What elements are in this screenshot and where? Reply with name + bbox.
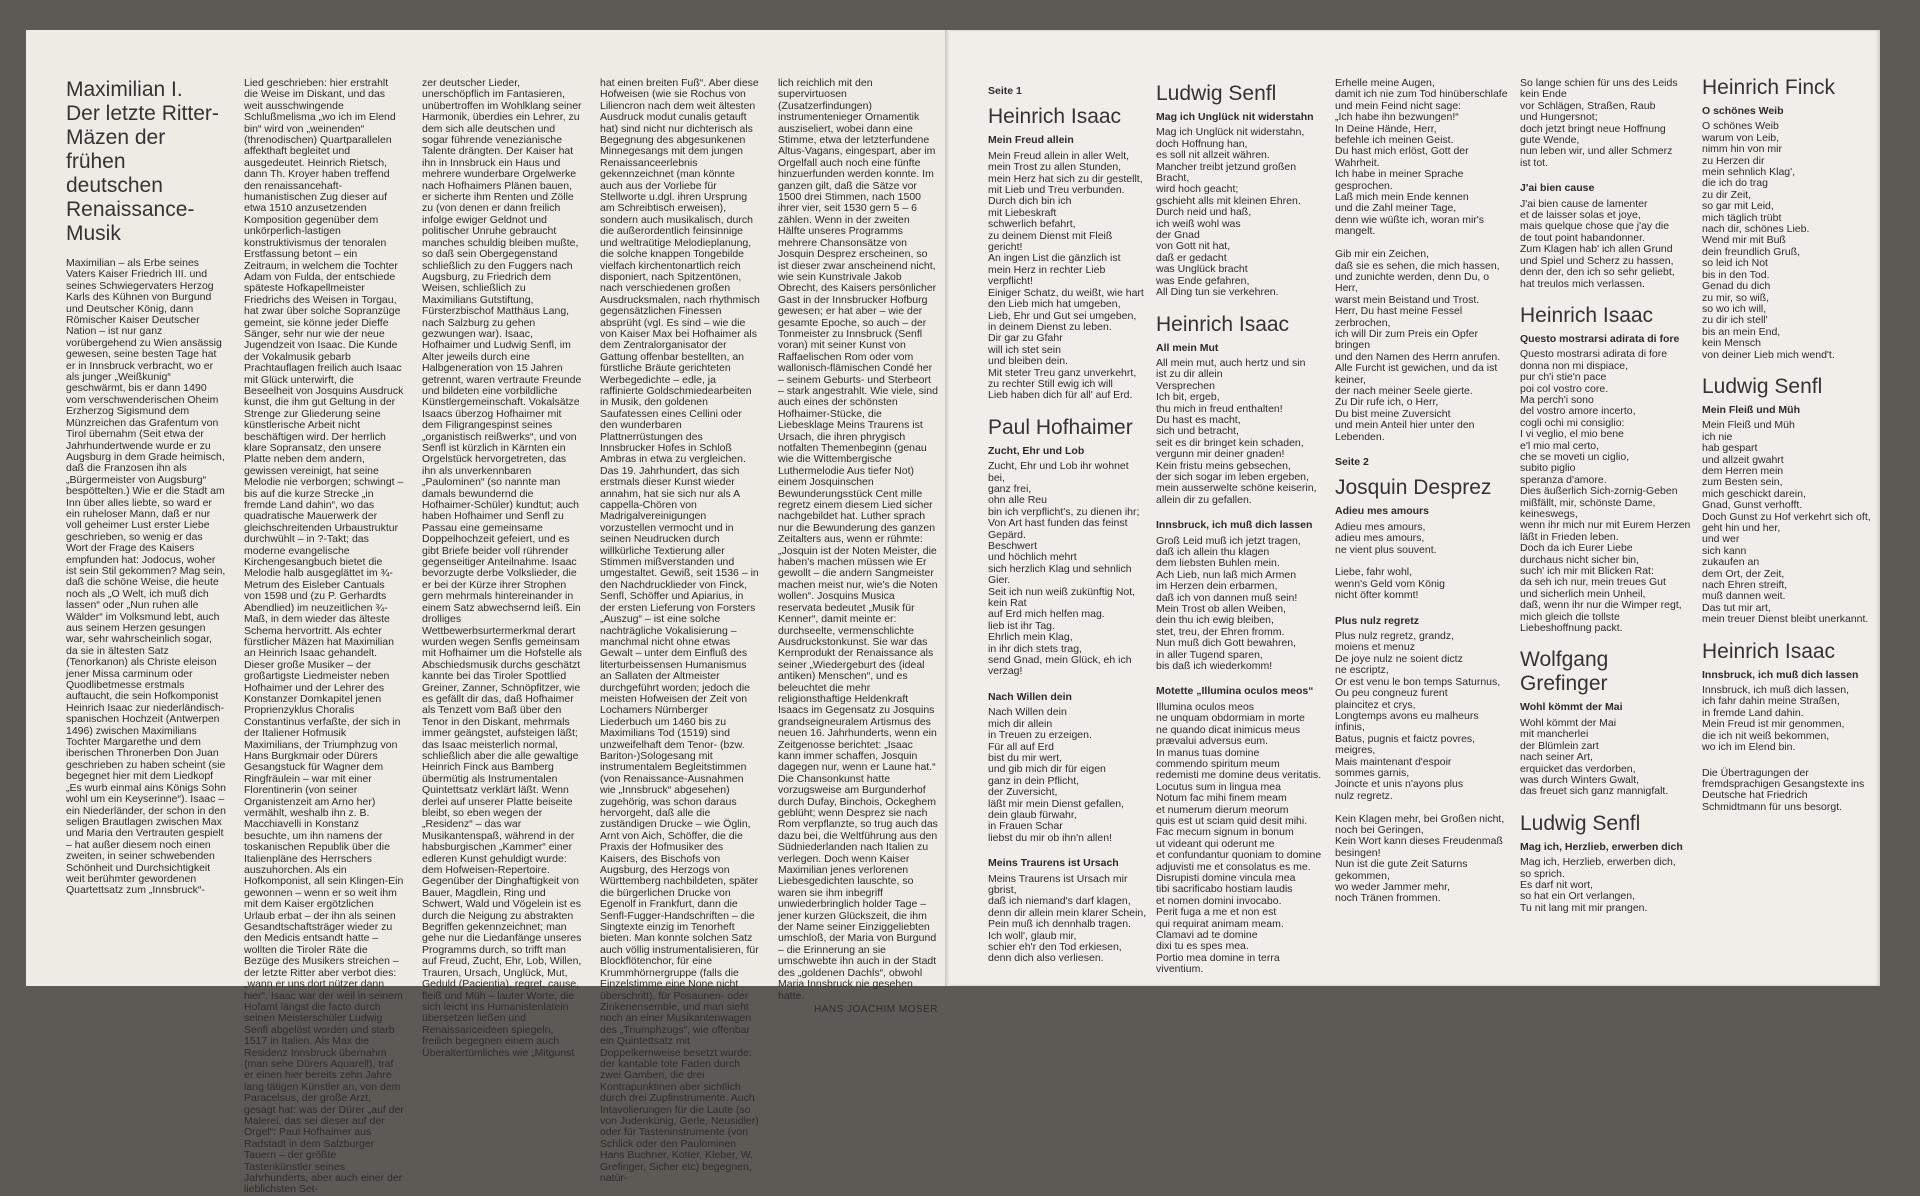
translation-footnote: Die Übertragungen der fremdsprachigen Gesangstexte ins Deutsche hat Friedrich Schmidtmann für uns besorgt. xyxy=(1702,766,1865,813)
song-title: Plus nulz regretz xyxy=(1335,614,1420,627)
song-block xyxy=(1335,78,1510,443)
song-lyrics: Mag ich Unglück nit widerstahn, doch Hoffnung han, es soll nit allzeit währen. Mancher treibt jetzund großen Bracht, wird hoch geacht; gschieht alls mit kleinen Ehren. Durch neid und haß, ich weiß wohl was der Gnad von Gott nit hat, daß er gedacht was Unglück bracht was Ende gefahren, All Ding tun sie verkehren. xyxy=(1156,126,1305,299)
song-block xyxy=(1702,76,1872,361)
song-block xyxy=(1520,812,1695,914)
lyrics-column-3 xyxy=(1335,78,1510,919)
song-title: Mein Freud allein xyxy=(988,134,1074,147)
song-block xyxy=(1156,313,1326,507)
lyrics-list-3b xyxy=(1335,476,1510,904)
album-booklet-spread xyxy=(0,30,1920,1196)
essay-column-2 xyxy=(244,78,404,1196)
song-title: Wohl kömmt der Mai xyxy=(1520,701,1623,714)
lyrics-column-4 xyxy=(1520,78,1695,928)
song-title: Adieu mes amours xyxy=(1335,505,1429,518)
essay-text-2: Lied geschrieben: hier erstrahlt die Weise im Diskant, und das weit ausschwingende Schlußmelisma „wo ich im Elend bin“ wird von „weinenden“ (threnodischen) Quartparallelen affekthaft begleitet und ausgedeutet. Heinrich Rietsch, dann Th. Kroyer haben treffend den renaissancehaft-humanistischen Zug dieser auf etwa 1510 anzusetzenden Komposition gegenüber dem unkörperlich-lastigen konstruktivismus der tenoralen Erstfassung betont – ein Zeitraum, in welchem die Tochter Adam von Fulda, der entschiede späteste Hofkapellmeister Friedrichs des Weisen in Torgau, hat zwar über solche Sopranzüge gemeint, sie könne jeder Dieffe Sänger, sehr nur wie der neue Jugendzeit von Isaac. Die Kunde der Vokalmusik gebarb Prachtauflagen freilich auch Isaac mit Glück unterwirft, die Beseelheit von Josquins Ausdruck kunst, die ihm gut Geltung in der Strenge zur Gliederung seine künstlerische Arbeit nicht beschäftigen wird. Der herrlich klare Sopransatz, den unsere Platte neben dem andern, gewissen vereinigt, hat seine Melodie nie verborgen; schwingt – bis auf die kurze Strecke „in fremde Land dahin“, wo das quadratische Mauerwerk der gleichschreitenden Urbaustruktur durchwühlt – in ?-Takt; das moderne evangelische Kirchengesangbuch bietet die Melodie halb ausgeglättet im ¾-Metrum des Eisleber Cantuals von 1598 und (zu P. Gerhardts Abendlied) im neuzeitlichen ¾-Maß, in dem wieder das älteste Schema hervortritt. Als echter fürstlicher Mäzen hat Maximilian an Heinrich Isaac gehandelt. Dieser große Musiker – der großartigste Liedmeister neben Hofhaimer und der Lehrer des Konstanzer Domkapitel jenen Proprienzyklus Choralis Constantinus verfaßte, der sich in der Italiener Hofmusik Maximilians, der Triumphzug von Hans Burgkmair oder Dürers Gesangstuck für Wagner dem Ringfräulein – war mit einer Florentinerin (von seiner Organistenzeit am Arno her) vermählt, weshalb ihn z. B. Macchiavelli in Konstanz besuchte, um ihn namens der toskanischen Republik über die Italienpläne des Herrschers auszuhorchen. Als ein Hofkomponist, all sein Klingen-Ein gewonnen – wenn er so weit ihm mit dem Kaiser ergötzlichen Urlaub erbat – der ihn als seinen Gesandtschaftsträger wieder zu den Medicis entsandt hatte – wollten die Tiroler Räte die Bezüge des Musikers streichen – der letzte Ritter aber verbot dies: „wann er uns dort nützer dann hier“. Isaac war der weil in seinem Hofamt längst die facto durch seinen Meisterschüler Ludwig Senfl abgelöst worden und starb 1517 in Italien. Als Max die Residenz Innsbruck übernahm (man sehe Dürers Aquarell), traf er einen hier bereits zehn Jahre lang tätigen Künstler an, von dem Paracelsus, der große Arzt, gesagt hat: was der Dürer „auf der Malerei, das sei dieser auf der Orgel“: Paul Hofhaimer aus Radstadt in dem Salzburger Tauern – der größte Tastenkünstler seines Jahrhunderts, aber auch einer der lieblichsten Set- xyxy=(244,77,404,1196)
song-title: O schönes Weib xyxy=(1702,105,1784,117)
essay-text-4: hat einen breiten Fuß“. Aber diese Hofweisen (wie sie Rochus von Liliencron nach dem weit ältesten Ausdruck modut cunalis getauft hat) sind nicht nur dichterisch als Begegnung des abgesunkenen Minnegesangs mit dem jungen Renaissanceerlebnis gekennzeichnet (man könnte auch aus der Vorliebe für Stellworte u.dgl. ihren Ursprung am Schreibtisch erweisen), sondern auch musikalisch, durch die außerordentlich feinsinnige und weltraütige Melodieplanung, die solche knappen Tongebilde vielfach kirchentonartlich reich disponiert, nach Spitzentönen, nach verschiedenen großen Ausdrucksmalen, nach rhythmisch gegensätzlichen Finessen absprüht (vgl. Es sind – wie die von Kaiser Max bei Hofhaimer als dem Zentralorganisator der Gattung offenbar bestellten, an fürstliche Bräute gerichteten Werbegedichte – edle, ja raffinierte Goldschmiedearbeiten in Musik, den goldenen Saufatessen eines Cellini oder den wunderbaren Plattnerrüstungen des Innsbrucker Hofes in Schloß Ambras in etwa zu vergleichen. Das 19. Jahrhundert, das sich erstmals dieser Kunst wieder annahm, hat sie sich nur als A cappella-Chören von Madrigalvereinigungen vorzustellen vermocht und in seinen Neudrucken durch willkürliche Textierung aller Stimmen mißverstanden und umgestaltet. Gewiß, seit 1536 – in den Nachdrucklieder von Finck, Senfl, Schöffer und Apiarius, in der ersten Lieferung von Forsters „Auszug“ – ist eine solche nachträgliche Vokalisierung – manchmal nicht ohne etwas Gewalt – unter dem Einfluß des literturbeissensen Humanismus an Sallaten der Altmeister durchgeführt worden; jedoch die meisten Hofweisen der Zeit von Lochamers Nürnberger Liederbuch um 1460 bis zu Maximilians Tod (1519) sind unzweifelhaft dem Tenor- (bzw. Bariton-)Sologesang mit instrumentalem Begleitstimmen (von Renaissance-Ausnahmen wie „Innsbruck“ abgesehen) zugehörig, was schon daraus hervorgeht, daß alle die zuständigen Drucke – wie Öglin, Arnt von Aich, Schöffer, die die Praxis der Hofmusiker des Kaisers, des Bischofs von Augsburg, des Herzogs von Württemberg nachbildeten, später die bürgerlichen Drucke von Egenolf in Frankfurt, dann die Senfl-Fugger-Handschriften – die Singtexte einzig im Tenorheft bieten. Man konnte solchen Satz auch völlig instrumentalisieren, für Blockflötenchor, für eine Krummhörnergruppe (falls die Einzelstimme eine None nicht überschritt), für Posaunen- oder Zinkenensemble, und man sieht noch an einer Musikantenwagen des „Triumphzugs“, wie offenbar ein Quintettsatz mit Doppelkernweise besetzt wurde: der kantable tote Faden durch zwei Gamben, die drei Kontrapunktinen aber sichtlich durch drei Zupfinstrumente. Auch Intavolierungen für die Laute (so von Judenkünig, Gerle, Neusidler) oder für Tasteninstrumente (von Schlick oder den Paulominen Hans Buchner, Kotter, Kleber, W. Grefinger, Sicher etc) begegnen, natür- xyxy=(600,77,760,1184)
essay-text-5: lich reichlich mit den supervirtuosen (Zusatzerfindungen) instrumentenieger Ornamentik ausziseliert, wobei dann eine Stimme, etwa der letzterfundene Altus-Vagans, eingespart, aber im Orgelfall auch noch eine fünfte hinzuerfunden werden konnte. Im ganzen gilt, daß die Sätze vor 1500 drei Stimmen, nach 1500 ihrer vier, seit 1530 gern 5 – 6 zählen. Wenn in der zweiten Hälfte unseres Programms mehrere Chansonsätze von Josquin Desprez erscheinen, so ist dieser zwar anscheinend nicht, wie sein Kunstrivale Jakob Obrecht, des Kaisers persönlicher Gast in der Innsbrucker Hofburg gewesen; er hat aber – wie der gesamte Epoche, so auch – der Tonmeister zu Innsbruck (Senfl voran) mit seiner Kunst von Raffaelischen Rom oder vom wallonisch-flämischen Condé her – seinem Geburts- und Sterbeort – stark angestrahlt. Wie viele, sind auch eines der schönsten Hofhaimer-Stücke, die Liebesklage Meins Traurens ist Ursach, die ihren phrygisch notfalten Themenbeginn (genau wie die Wittembergische Luthermelodie Aus tiefer Not) einem Josquinschen Bewunderungsstück Cent mille regretz einem diesem Lied sicher nachgebildet hat. Luther sprach nur die Bewunderung des ganzen Zeitalters aus, wenn er rühmte: „Josquin ist der Noten Meister, die haben's machen müssen wie Er gewollt – die andern Sangmeister machen meist nur, wie's die Noten wollen“. Josquins Musica reservata bedeutet „Musik für Kenner“, damit meinte er: durchseelte, vermenschlichte Ausdruckstonkunst. Sie war das Kernprodukt der Renaissance als seiner „Wiedergeburt des (ideal antiken) Menschen“, und es beleuchtet die mehr religionsthaftige Heldenkraft Isaacs im Gegensatz zu Josquins grandseigneuralem Artismus des neuen 16. Jahrhunderts, wenn ein Zeitgenosse berichtet: „Isaac kann immer schaffen, Josquin dagegen nur, wenn er Laune hat.“ Die Chansonkunst hatte vorzugsweise am Burgunderhof durch Dufay, Binchois, Ockeghem geblüht; wenn Desprez sie nach Rom verpflanzte, so trug auch das dazu bei, die Weltführung aus den Südniederlanden nach Italien zu verlegen. Doch wenn Kaiser Maximilian jenes verlorenen Liebesgedichten lauschte, so waren sie ihm inbegriff unwiederbringlich holder Tage – jener kurzen Glückszeit, die ihm der Name seiner Einziggeliebten umschloß, der Maria von Burgund – die Erinnerung an sie umschwebte ihn auch in der Stadt des „goldenen Dachls“, obwohl Maria Innsbruck nie gesehen hatte. xyxy=(778,77,938,1002)
composer-name: Ludwig Senfl xyxy=(1156,82,1277,105)
essay-column-5 xyxy=(778,78,938,1015)
song-title: All mein Mut xyxy=(1156,341,1219,354)
song-lyrics: Plus nulz regretz, grandz, moiens et menuz De joye nulz ne soient dictz ne escriptz, Or est venu le bon temps Saturnus, Ou peu congneuz furent plaincitez et crys, Longtemps avons eu malheurs infinis, Batus, pugnis et faictz povres, meigres, Mais maintenant d'espoir sommes garnis, Joincte et unis n'ayons plus nulz regretz. Kein Klagen mehr, bei Großen nicht, noch bei Geringen, Kein Wort kann dieses Freudenmaß besingen! Nun ist die gute Zeit Saturns gekommen, wo weder Jammer mehr, noch Tränen frommen. xyxy=(1335,630,1505,905)
song-block xyxy=(1702,375,1872,626)
lyrics-list-3a xyxy=(1335,78,1510,443)
lyrics-list-2 xyxy=(1156,82,1326,976)
essay-text-3: zer deutscher Lieder, unerschöpflich im Fantasieren, unübertroffen im Wohlklang seiner Harmonik, überdies ein Lehrer, zu dem sich alle deutschen und sogar führende venezianische Talente drängten. Der Kaiser hat ihn in Innsbruck ein Haus und mehrere wunderbare Orgelwerke nach Hofhaimers Plänen bauen, er sicherte ihm Renten und Zölle zu (von denen er dann freilich infolge ewiger Geldnot und politischer Unruhe gebraucht manches schuldig bleiben mußte, so daß sein Obergegenstand schließlich zu den Fuggers nach Augsburg, zu Friedrich dem Weisen, schließlich zu Maximilians Gutstiftung, Fürsterzbischof Matthäus Lang, nach Salzburg zu gehen gezwungen war). Isaac, Hofhaimer und Ludwig Senfl, im Alter jeweils durch eine Halbgeneration von 15 Jahren getrennt, waren vertraute Freunde und bildeten eine vorbildliche Künstlergemeinschaft. Vokalsätze Isaacs überzog Hofhaimer mit dem Filigrangespinst seines „organistisch reißwerks“, und von Senfl ist kürzlich in Kärnten ein Orgelstück hervorgetreten, das ihn als unverkennbaren „Paulominen“ (so nannte man damals bewundernd die Hofhaimer-Schüler) kundtut; auch haben Hofhaimer und Senfl zu Passau eine gemeinsame Doppelhochzeit gefeiert, und es gibt Briefe beider voll rührender gegenseitiger Anteilnahme. Isaac bevorzugte derbe Volkslieder, die er bei der Kürze ihrer Strophen gern mehrmals hintereinander in einem Satz abwechsernd leiß. Ein drolliges Wettbewerbsurtermerkmal derart wurden wegen Senfls gemeinsam mit Hofhaimer um die Hofstelle als Abschiedsmusik durchs geschätzt kannte bei das Tiroler Spottlied Greiner, Zanner, Schnöpfitzer, wie es gefällt dir das, daß Hofhaimer als Tenzett vom Baß über den Tenor in den Diskant, mehrmals immer geängstet, aufsteigen läßt; das Isaac meisterlich normal, schließlich aber die alle gewaltige Heinrich Finck aus Bamberg übermütig als Instrumentalen Quintettsatz verklärt läßt. Wenn derlei auf unserer Platte beiseite bleibt, so eben wegen der „Residenz“ – das war Musikantenspaß, während in der habsburgischen „Kammer“ einer edleren Kunst gehuldigt wurde: dem Hofweisen-Repertoire. Gegenüber der Dinghaftigkeit von Bauer, Magdlein, Ring und Schwert, Wald und Vögelein ist es durch die Neigung zu abstrakten Begriffen gekennzeichnet; man gehe nur die Liedanfänge unseres Programms durch, so trifft man auf Freud, Zucht, Ehr, Lob, Willen, Trauren, Ursach, Unglück, Mut, Geduld (Pacientia), regret, cause, fleiß und Müh – lauter Worte, die sich leicht ins Humanistenlatein übersetzen ließen und Renaissanceideen spiegeln, freilich begegnen einem auch Überaltertümliches wie „Mitgunst xyxy=(422,77,582,1059)
song-lyrics: Mein Freud allein in aller Welt, mein Trost zu allen Stunden, mein Herz hat sich zu dir gestellt, mit Lieb und Treu verbunden. Durch dich bin ich mit Liebeskraft schwerlich befahrt, zu deinem Dienst mit Fleiß gericht! An ingen List die gänzlich ist mein Herz in rechter Lieb verpflicht! Einiger Schatz, du weißt, wie hart den Lieb mich hat umgeben, Lieb, Ehr und Gut sei umgeben, in deinem Dienst zu leben. Dir gar zu Gfahr will ich stet sein und bleiben dein. Mit steter Treu ganz unverkehrt, zu rechter Still ewig ich will Lieb haben dich für all' auf Erd. xyxy=(988,149,1144,402)
song-block xyxy=(988,416,1148,678)
lyrics-list-1 xyxy=(988,105,1148,964)
song-lyrics: Wohl kömmt der Mai mit mancherlei der Blümlein zart nach seiner Art, erquicket das verdorben, was durch Winters Gwalt, das freuet sich ganz mannigfalt. xyxy=(1520,716,1669,798)
song-title: Innsbruck, ich muß dich lassen xyxy=(1702,668,1859,681)
song-lyrics: Questo mostrarsi adirata di fore donna non mi dispiace, pur ch'i stie'n pace poi col vostro core. Ma perch'i sono del vostro amore incerto, cogli ochi mi consiglio: I vi veglio, el mio bene e'l mio mal certo, che se moveti un ciglio, subito piglio speranza d'amore. Dies äußerlich Sich-zornig-Geben mißfällt, mir, schönste Dame, keineswegs, wenn ihr mich nur mit Eurem Herzen läßt in Frieden leben. Doch da ich Eurer Liebe durchaus nicht sicher bin, such' ich mir mit Blicken Rat: da seh ich nur, mein treues Gut und sicherlich mein Unheil, daß, wenn ihr nur die Wimper regt, mich gleich die tollste Liebeshoffnung packt. xyxy=(1520,348,1691,635)
song-title: Questo mostrarsi adirata di fore xyxy=(1520,332,1680,345)
song-title: Innsbruck, ich muß dich lassen xyxy=(1156,519,1313,532)
song-lyrics: So lange schien für uns des Leids kein Ende vor Schlägen, Straßen, Raub und Hungersnot; doch jetzt bringt neue Hoffnung gute Wende, nun leben wir, und aller Schmerz ist tot. xyxy=(1520,77,1678,169)
side-1-label: Seite 1 xyxy=(988,85,1022,97)
song-lyrics: Illumina oculos meos ne unquam obdormiam in morte ne quando dicat inimicus meus prævalui adversus eum. In manus tuas domine commendo spiritum meum redemisti me domine deus veritatis. Locutus sum in lingua mea Notum fac mihi finem meam et numerum dierum meorum quis est ut sciam quid desit mihi. Fac mecum signum in bonum ut videant qui oderunt me et confundantur quoniam to domine adjuvisti me et consolatus es me. Disrupisti domine vincula mea tibi sacrificabo hostiam laudis et nomen domini invocabo. Perit fuga a me et non est qui requirat animam meam. Clamavi ad te domine dixi tu es spes mea. Portio mea domine in terra viventium. xyxy=(1156,700,1322,976)
composer-name: Ludwig Senfl xyxy=(1520,811,1641,835)
song-block xyxy=(1520,78,1695,169)
composer-name: Heinrich Isaac xyxy=(1702,639,1836,663)
song-block xyxy=(1156,82,1326,299)
song-lyrics: Nach Willen dein mich dir allein in Treuen zu erzeigen. Für all auf Erd bist du mir wert, und gib mich dir für eigen ganz in dein Pflicht, der Zuversicht, läßt mir mein Dienst gefallen, dein glaub fürwahr, in Frauen Schar liebst du mir ob ihn'n allen! xyxy=(988,706,1124,844)
song-title: Meins Traurens ist Ursach xyxy=(988,857,1119,870)
song-lyrics: Groß Leid muß ich jetzt tragen, daß ich allein thu klagen dem liebsten Buhlen mein. Ach Lieb, nun laß mich Armen im Herzen dein erbarmen, daß ich von dannen muß sein! Mein Trost ob allen Weiben, dein thu ich ewig bleiben, stet, treu, der Ehren fromm. Nun muß dich Gott bewahren, in aller Tugend sparen, bis daß ich wiederkomm! xyxy=(1156,534,1301,673)
song-lyrics: Adieu mes amours, adieu mes amours, ne vient plus souvent. Liebe, fahr wohl, wenn's Geld vom König nicht öfter kommt! xyxy=(1335,520,1445,602)
composer-name: Josquin Desprez xyxy=(1335,476,1492,500)
author-signature: HANS JOACHIM MOSER xyxy=(813,1003,938,1015)
song-title: Motette „Illumina oculos meos“ xyxy=(1156,685,1314,698)
song-title: Mag ich, Herzlieb, erwerben dich xyxy=(1520,840,1683,853)
song-lyrics: Zucht, Ehr und Lob ihr wohnet bei, ganz frei, ohn alle Reu bin ich verpflicht's, zu dienen ihr; Von Art hast funden das feinst Gepärd. Beschwert und höchlich mehrt sich herzlich Klag und sehnlich Gier. Seit ich nun weiß zukünftig Not, kein Rat auf Erd mich helfen mag. lieb ist ihr Tag. Ehrlich mein Klag, in ihr dich stets trag, send Gnad, mein Glück, eh ich verzag! xyxy=(988,460,1140,678)
song-block xyxy=(1156,686,1326,975)
lyrics-list-4 xyxy=(1520,78,1695,914)
composer-name: Wolfgang Grefinger xyxy=(1520,648,1609,696)
essay-title: Maximilian I. Der letzte Ritter- Mäzen der frühen deutschen Renaissance- Musik xyxy=(66,78,219,245)
essay-column-4 xyxy=(600,78,760,1184)
song-lyrics: O schönes Weib warum von Leib, nimm hin von mir zu Herzen dir mein sehnlich Klag', die ich do trag zu dir Zeit, so gar mit Leid, mich täglich trübt nach dir, schönes Lieb. Wend mir mit Buß dein freundlich Gruß, so leid ich Not bis in den Tod. Genad du dich zu mir, so wiß, so wo ich will, zu dir ich stell' bis an mein End, kein Mensch von deiner Lieb mich wend't. xyxy=(1702,120,1835,361)
song-block xyxy=(1156,520,1326,672)
essay-column-1 xyxy=(66,78,226,897)
side-2-label: Seite 2 xyxy=(1335,456,1369,468)
essay-column-3 xyxy=(422,78,582,1059)
song-lyrics: Mag ich, Herzlieb, erwerben dich, so sprich. Es darf nit wort, so hat ein Ort verlangen, Tu nit lang mit mir prangen. xyxy=(1520,856,1676,914)
song-block xyxy=(1335,616,1510,905)
song-block xyxy=(1520,304,1695,635)
song-lyrics: All mein mut, auch hertz und sin ist zu dir allein Versprechen Ich bit, ergeb, thu mich in freud enthalten! Du hast es macht, sich und betracht, seit es dir bringet kein schaden, vergunn mir deiner gnaden! Kein fristu meins gebsechen, der sich sogar im leben ergeben, mein ausserwelte schöne keiserin, allein dir zu gefallen. xyxy=(1156,356,1317,506)
composer-name: Heinrich Isaac xyxy=(1156,312,1290,336)
song-title: Zucht, Ehr und Lob xyxy=(988,444,1085,457)
song-title: Mein Fleiß und Müh xyxy=(1702,403,1800,416)
composer-name: Heinrich Finck xyxy=(1702,76,1836,99)
right-page xyxy=(950,30,1880,986)
song-block xyxy=(988,105,1148,401)
song-block xyxy=(988,858,1148,965)
lyrics-column-2 xyxy=(1156,82,1326,990)
essay-text-1: Maximilian – als Erbe seines Vaters Kaiser Friedrich III. und seines Schwiegervaters Herzog Karls des Kühnen von Burgund und Deutscher König, dann Römischer Kaiser Deutscher Nation – ist nur ganz vorübergehend zu Wien ansässig gewesen, seine besten Tage hat er in Innsbruck verbracht, wo er als junger „Weißkunig“ geschwärmt, bis er dann 1490 vom verschwenderischen Oheim Erzherzog Sigismund dem Münzreichen das Grafentum von Tirol übernahm (Seit etwa der Jahrhundertwende wurde er zu Augsburg in dem Grade heimisch, daß die Franzosen ihn als „Bürgermeister von Augsburg“ bespöttelten.) Wie er die Stadt am Inn über alles liebte, so ward er ein ruheloser Mann, daß er nur voll geheimer Lust erster Liebe geschrieben, so wenig er das Wort der Frage des Kaisers empfunden hat: Jodocus, woher ist sein Stil gekommen? Mag sein, daß die schöne Weise, die heute noch als „O Welt, ich muß dich lassen“ oder „Nun ruhen alle Wälder“ im Volksmund lebt, auch aus seinem Herzen gesungen war, sehr wahrscheinlich sogar, da sie in ältesten Satz (Tenorkanon) als Christe eleison jener Missa carminum oder Quodlibetmesse erstmals auftaucht, die sein Hofkomponist Heinrich Isaac zur niederländisch-spanischen Hochzeit (Antwerpen 1496) zwischen Maximilians Tochter Margarethe und dem iberischen Thronerben Don Juan geschrieben zu haben scheint (sie begegnet hier mit dem Liedkopf „Es wurb einmal ains Königs Sohn wohl um ein Keyserinne“). Isaac – ein Niederländer, der schon in den seligen Brautlagen zwischen Max und Maria den Vertrauten gespielt – hat außer diesem noch einen zweiten, in seiner schwebenden Schönheit und Durchsichtigkeit weit berühmter gewordenen Quartettsatz zum „Innsbruck“- xyxy=(66,257,226,897)
song-block xyxy=(988,692,1148,844)
composer-name: Ludwig Senfl xyxy=(1702,374,1823,398)
composer-name: Paul Hofhaimer xyxy=(988,415,1133,439)
lyrics-column-5 xyxy=(1702,76,1872,813)
song-block xyxy=(1520,648,1695,797)
song-lyrics: Mein Fleiß und Müh ich nie hab gespart und allzeit gwahrt dem Herren mein zum Besten sein, mich geschickt darein, Gnad, Gunst verhofft. Doch Gunst zu Hof verkehrt sich oft, geht hin und her, und wer sich kann zukaufen an dem Ort, der Zeit, nach Ehren streift, muß dannen weit. Das tut mir art, mein treuer Dienst bleibt unerkannt. xyxy=(1702,419,1871,626)
lyrics-list-5 xyxy=(1702,76,1872,754)
song-title: J'ai bien cause xyxy=(1520,182,1595,195)
song-title: Mag ich Unglück nit widerstahn xyxy=(1156,111,1314,123)
left-page xyxy=(26,30,950,1196)
song-lyrics: J'ai bien cause de lamenter et de laisser solas et joye, mais quelque chose que j'ay die de tout point habandonner. Zum Klagen hab' ich allen Grund und Spiel und Scherz zu hassen, denn der, den ich so sehr geliebt, hat treulos mich verlassen. xyxy=(1520,197,1675,290)
song-block xyxy=(1702,640,1872,754)
song-block xyxy=(1335,476,1510,601)
song-lyrics: Erhelle meine Augen, damit ich nie zum Tod hinüberschlafe und mein Feind nicht sage: „Ich habe ihn bezwungen!“ In Deine Hände, Herr, befehle ich meinen Geist. Du hast mich erlöst, Gott der Wahrheit. Ich habe in meiner Sprache gesprochen. Laß mich mein Ende kennen und die Zahl meiner Tage, denn wie wüßte ich, woran mir's mangelt. Gib mir ein Zeichen, daß sie es sehen, die mich hassen, und zunichte werden, denn Du, o Herr, warst mein Beistand und Trost. Herr, Du hast meine Fessel zerbrochen, ich will Dir zum Preis ein Opfer bringen und den Namen des Herrn anrufen. Alle Furcht ist gewichen, und da ist keiner, der nach meiner Seele gierte. Zu Dir rufe ich, o Herr, Du bist meine Zuversicht und mein Anteil hier unter den Lebenden. xyxy=(1335,77,1508,443)
song-lyrics: Meins Traurens ist Ursach mir gbrist, daß ich niemand's darf klagen, denn dir allein mein klarer Schein, Pein muß ich dennhalb tragen. Ich woll', glaub mir, schier eh'r den Tod erkiesen, denn dich also verliesen. xyxy=(988,872,1147,965)
composer-name: Heinrich Isaac xyxy=(1520,303,1654,327)
composer-name: Heinrich Isaac xyxy=(988,105,1122,129)
song-title: Nach Willen dein xyxy=(988,690,1072,703)
lyrics-column-1 xyxy=(988,86,1148,979)
song-lyrics: Innsbruck, ich muß dich lassen, ich fahr dahin meine Straßen, in fremde Land dahin. Mein Freud ist mir genommen, die ich nit weiß bekommen, wo ich im Elend bin. xyxy=(1702,684,1850,754)
song-block xyxy=(1520,183,1695,290)
